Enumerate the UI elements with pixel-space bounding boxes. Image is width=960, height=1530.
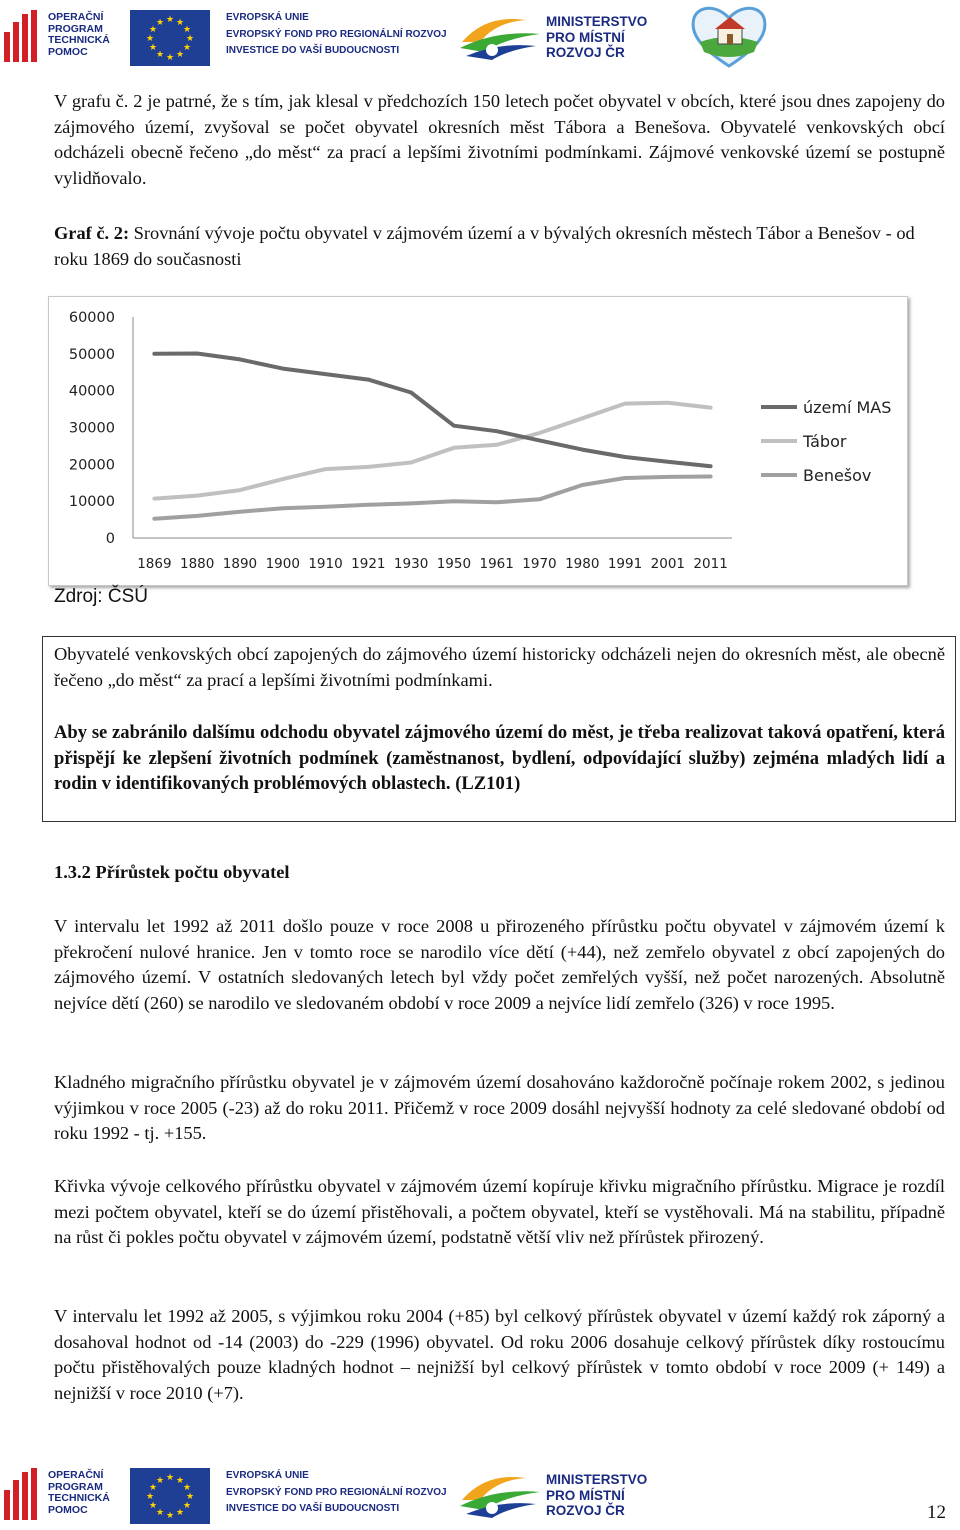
mmr-swirl-icon: [456, 1470, 544, 1520]
series-line-0: [154, 354, 710, 467]
body-paragraph-3: Křivka vývoje celkového přírůstku obyvatel v zájmovém území kopíruje křivku migračního přírůstku. Migrace je rozdíl mezi počtem obyvatel, kteří se do území přistěhovali, a počtem obyvatel, kteří se vystěhovali. Má na stabilitu, případně na růst či pokles počtu obyvatel v zájmovém území, podstatně větší vliv než přírůstek přirozený.: [54, 1176, 945, 1248]
body-paragraph-4: V intervalu let 1992 až 2005, s výjimkou roku 2004 (+85) byl celkový přírůstek obyvatel v území každý rok záporný a dosahoval hodnot od -14 (2003) do -229 (1996) obyvatel. Od roku 2006 dosahuje celkový přírůstek díky rostoucímu počtu přistěhovalých pouze kladných hodnot – nejnižší byl celkový přírůstek v tomto období v roce 2009 (+ 149) a nejnižší v roce 2010 (+7).: [54, 1306, 945, 1404]
header-logo-bar: [0, 0, 960, 72]
graph-caption: [54, 220, 945, 272]
x-tick-label: 1900: [265, 556, 300, 572]
op-logo-text: OPERAČNÍ PROGRAM TECHNICKÁ POMOC: [48, 11, 110, 58]
svg-text:★: ★: [148, 1483, 158, 1493]
x-tick-label: 1921: [351, 556, 386, 572]
mmr-swirl-icon: [456, 12, 544, 62]
svg-text:★: ★: [182, 25, 192, 35]
series-line-2: [154, 477, 710, 519]
source-label: Zdroj: ČSÚ: [54, 586, 148, 607]
svg-text:★: ★: [148, 1501, 158, 1511]
svg-text:★: ★: [155, 18, 165, 28]
op-technicka-pomoc-logo: [0, 1464, 120, 1524]
svg-text:★: ★: [182, 1501, 192, 1511]
legend-label: Tábor: [803, 432, 847, 451]
note-paragraph: Obyvatelé venkovských obcí zapojených do zájmového území historicky odcházeli nejen do okresních měst, ale obecně řečeno „do měst“ za prací a lepšími životními podmínkami.: [54, 644, 945, 690]
svg-text:★: ★: [148, 43, 158, 53]
svg-text:★: ★: [165, 53, 175, 63]
svg-text:★: ★: [155, 50, 165, 60]
page-number: 12: [927, 1502, 946, 1523]
eu-logo: [130, 1464, 447, 1524]
y-tick-label: 40000: [68, 383, 115, 400]
svg-text:★: ★: [175, 1508, 185, 1518]
legend-label: území MAS: [803, 398, 892, 417]
x-tick-label: 1991: [607, 556, 643, 572]
mmr-logo-text: MINISTERSTVO PRO MÍSTNÍ ROZVOJ ČR: [546, 1472, 648, 1518]
op-stripes-icon: [4, 1468, 44, 1520]
svg-text:★: ★: [185, 34, 195, 44]
eu-logo: [130, 6, 447, 66]
x-tick-label: 1970: [522, 556, 557, 572]
svg-text:★: ★: [145, 34, 155, 44]
op-technicka-pomoc-logo: [0, 6, 120, 66]
svg-text:★: ★: [182, 1483, 192, 1493]
x-tick-label: 1880: [179, 556, 215, 572]
svg-text:★: ★: [155, 1476, 165, 1486]
footer-logo-bar: [0, 1458, 960, 1530]
graph-caption-text: Srovnání vývoje počtu obyvatel v zájmovém území a v bývalých okresních městech Tábor a Benešov - od roku 1869 do současnosti: [54, 223, 915, 269]
svg-text:★: ★: [182, 43, 192, 53]
x-tick-label: 1890: [222, 556, 258, 572]
svg-text:★: ★: [165, 15, 175, 25]
x-tick-label: 1950: [436, 556, 472, 572]
series-line-1: [154, 403, 710, 499]
mmr-logo: [450, 4, 660, 68]
y-tick-label: 0: [105, 531, 115, 547]
y-tick-label: 50000: [68, 346, 115, 363]
x-tick-label: 2001: [650, 556, 686, 572]
svg-text:★: ★: [155, 1508, 165, 1518]
x-tick-label: 2011: [693, 556, 728, 572]
y-tick-label: 10000: [68, 494, 115, 511]
eu-flag-icon: [130, 10, 210, 66]
eu-logo-text: EVROPSKÁ UNIE EVROPSKÝ FOND PRO REGIONÁLNÍ ROZVOJ INVESTICE DO VAŠÍ BUDOUCNOSTI: [226, 12, 447, 56]
legend-label: Benešov: [803, 466, 872, 485]
x-tick-label: 1980: [565, 556, 600, 572]
highlight-box: [42, 636, 956, 822]
mmr-logo-text: MINISTERSTVO PRO MÍSTNÍ ROZVOJ ČR: [546, 14, 648, 60]
section-heading: 1.3.2 Přírůstek počtu obyvatel: [54, 862, 290, 882]
intro-paragraph: V grafu č. 2 je patrné, že s tím, jak klesal v předchozích 150 letech počet obyvatel v obcích, které jsou dnes zapojeny do zájmového území, zvyšoval se počet obyvatel okresních měst Tábora a Benešova. Obyvatelé venkovských obcí odcházeli obecně řečeno „do měst“ za prací a lepšími životními podmínkami. Zájmové venkovské území se postupně vylidňovalo.: [54, 91, 945, 189]
svg-text:★: ★: [175, 18, 185, 28]
svg-text:★: ★: [175, 50, 185, 60]
op-logo-text: OPERAČNÍ PROGRAM TECHNICKÁ POMOC: [48, 1469, 110, 1516]
mmr-logo: [450, 1462, 660, 1526]
population-line-chart: [48, 296, 908, 586]
svg-text:★: ★: [165, 1511, 175, 1521]
svg-text:★: ★: [148, 25, 158, 35]
body-paragraph-2: Kladného migračního přírůstku obyvatel je v zájmovém území dosahováno každoročně počínaje rokem 2002, s jedinou výjimkou v roce 2005 (-23) až do roku 2011. Přičemž v roce 2009 dosáhl nejvyšší hodnoty za celé sledované období od roku 1992 - tj. +155.: [54, 1072, 945, 1144]
svg-text:★: ★: [165, 1473, 175, 1483]
y-tick-label: 30000: [68, 420, 115, 437]
x-tick-label: 1869: [137, 556, 172, 572]
x-tick-label: 1930: [393, 556, 429, 572]
recommendation-paragraph: Aby se zabránilo dalšímu odchodu obyvatel zájmového území do měst, je třeba realizovat taková opatření, která přispějí ke zlepšení životních podmínek (zaměstnanost, bydlení, odpovídající služby) zejména mladých lidí a rodin v identifikovaných problémových oblastech. (LZ101): [54, 722, 945, 795]
y-tick-label: 60000: [68, 310, 115, 326]
chart-canvas: [49, 297, 907, 585]
eu-logo-text: EVROPSKÁ UNIE EVROPSKÝ FOND PRO REGIONÁLNÍ ROZVOJ INVESTICE DO VAŠÍ BUDOUCNOSTI: [226, 1470, 447, 1514]
eu-flag-icon: [130, 1468, 210, 1524]
svg-text:★: ★: [175, 1476, 185, 1486]
x-tick-label: 1961: [479, 556, 514, 572]
y-tick-label: 20000: [68, 457, 115, 474]
graph-caption-label: Graf č. 2:: [54, 223, 130, 243]
op-stripes-icon: [4, 10, 44, 62]
x-tick-label: 1910: [308, 556, 343, 572]
svg-text:★: ★: [145, 1492, 155, 1502]
svg-text:★: ★: [185, 1492, 195, 1502]
body-paragraph-1: V intervalu let 1992 až 2011 došlo pouze v roce 2008 u přirozeného přírůstku počtu obyvatel v zájmovém území k překročení nulové hranice. Jen v tomto roce se narodilo více dětí (+44), než zemřelo obyvatel z obcí zapojených do zájmového území. V ostatních sledovaných letech byl vždy počet zemřelých vyšší, než počet narozených. Absolutně nejvíce dětí (260) se narodilo ve sledovaném období v roce 2009 a nejvíce lidí zemřelo (326) v roce 1995.: [54, 916, 945, 1014]
heart-house-logo: [688, 2, 770, 70]
